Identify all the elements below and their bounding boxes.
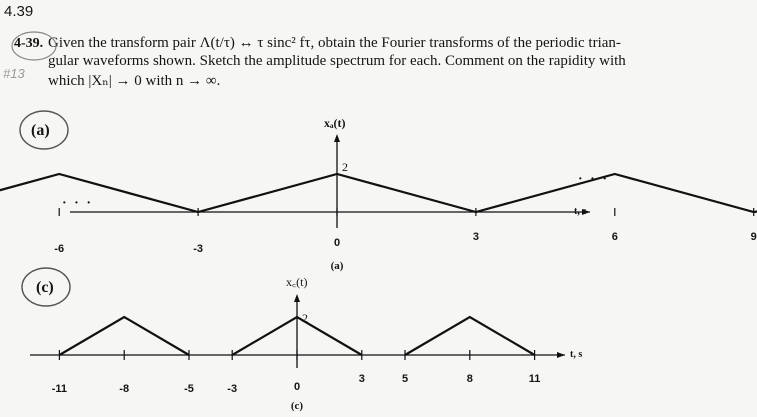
fig-a-peak-label: 2 [342,160,348,174]
fig-a-y-arrow [334,134,340,142]
fig-c-tick-label: 0 [293,381,301,393]
fig-a-x-label: t, s [574,206,587,217]
fig-c-x-arrow [557,352,565,358]
fig-c-y-label: x꜀(t) [286,275,308,289]
fig-c-tick-label: -5 [184,383,194,395]
fig-a-triangle-wave [0,174,757,212]
problem-text-line-1: Given the transform pair Λ(t/τ) ↔ τ sinc² fτ, obtain the Fourier transforms of the periodic trian- [48,35,621,51]
fig-a-tick-label: -3 [193,243,203,255]
fig-a-ellipsis-left: · · · [62,196,94,211]
fig-c-tick-label: 8 [466,373,473,385]
fig-c-peak-label: 2 [302,311,308,325]
fig-c-pulse [405,317,535,355]
problem-text-line-3: which |Xₙ| → 0 with n → ∞. [48,73,221,89]
handwritten-circle-problem [12,32,56,60]
fig-c-tick-label: 5 [401,373,409,385]
handwritten-note: #13 [3,66,25,81]
fig-a-tick-label: 3 [472,231,479,243]
fig-a-label: (a) [31,122,50,139]
fig-c-tick-label: 11 [528,373,541,385]
fig-a-tick-label: -6 [54,243,65,255]
fig-c-label: (c) [36,279,54,296]
fig-c-tick-label: -3 [227,383,238,395]
fig-c-caption: (c) [290,400,304,412]
fig-a-ellipsis-right: · · · [578,172,610,187]
section-number: 4.39 [4,3,34,20]
fig-c-x-label: t, s [570,349,583,360]
fig-c-tick-label: 3 [358,373,365,385]
problem-text-line-2: gular waveforms shown. Sketch the amplitude spectrum for each. Comment on the rapidity with [48,53,626,69]
fig-c-y-arrow [294,294,300,302]
fig-a-caption: (a) [330,260,344,272]
fig-c-tick-label: -8 [119,383,130,395]
fig-a-tick-label: 6 [611,231,618,243]
fig-c-pulse [59,317,189,355]
fig-c-tick-label: -11 [51,383,68,395]
problem-number: 4-39. [14,36,44,51]
fig-a-tick-label: 0 [333,237,341,249]
fig-a-y-label: xₐ(t) [324,116,346,130]
fig-a-tick-label: 9 [750,231,757,243]
